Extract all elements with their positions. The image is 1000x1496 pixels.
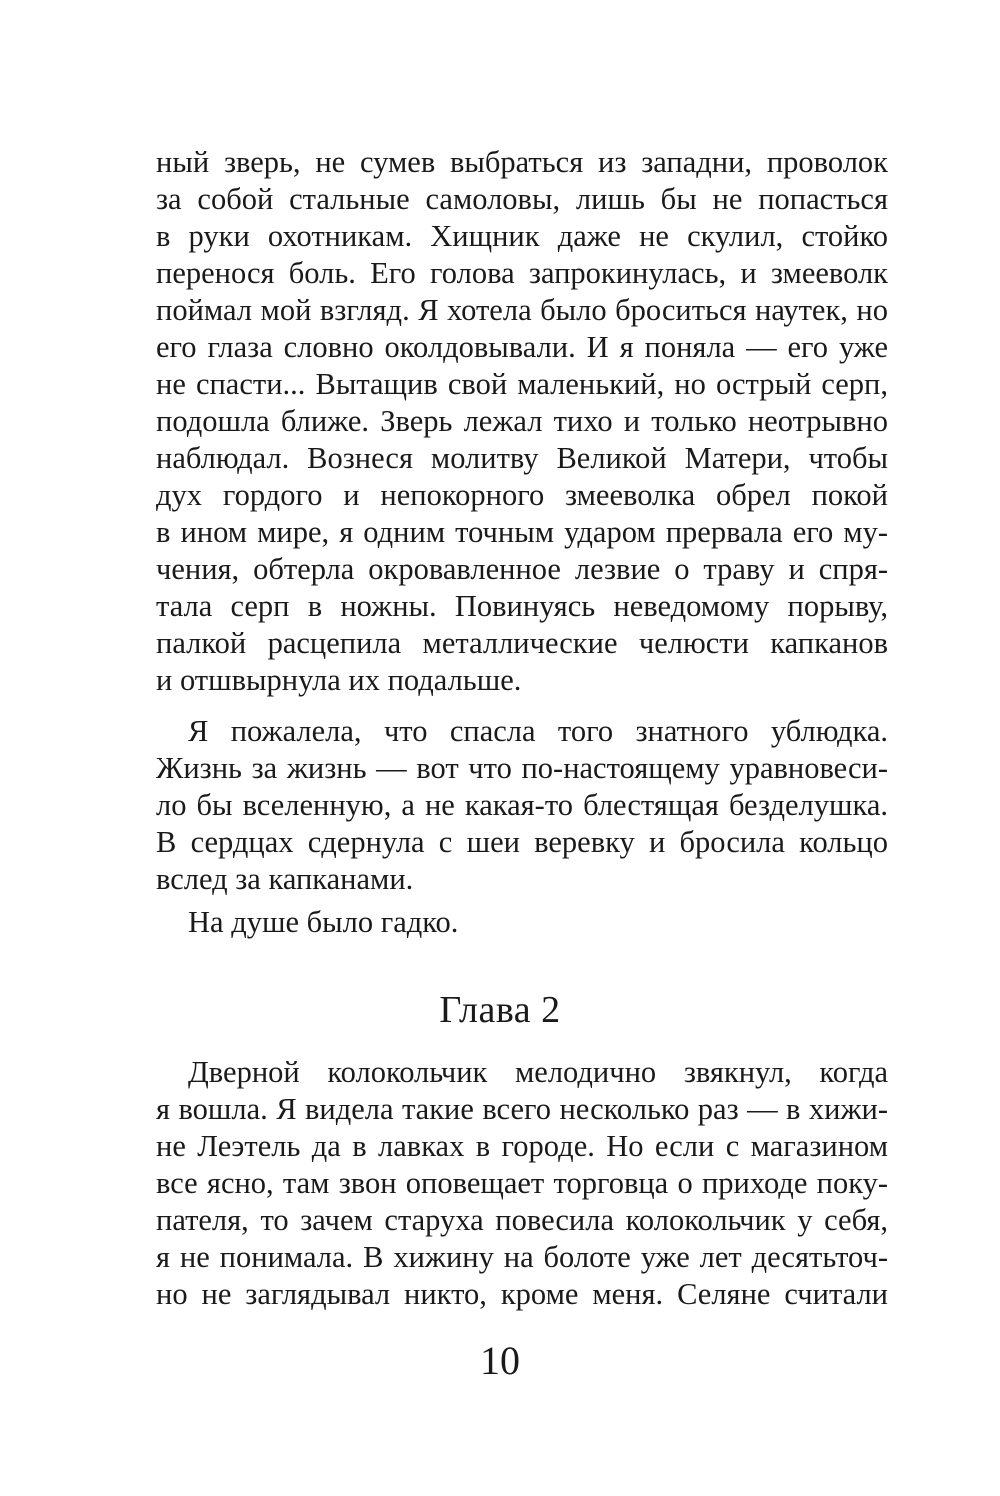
text-line: поймал мой взгляд. Я хотела было броситься наутек, но bbox=[156, 293, 888, 327]
text-line: На душе было гадко. bbox=[188, 905, 459, 939]
text-line: в руки охотникам. Хищник даже не скулил, стойко bbox=[156, 219, 888, 253]
text-line: за собой стальные самоловы, лишь бы не попасться bbox=[156, 182, 888, 216]
text-line: пателя, то зачем старуха повесила колокольчик у себя, bbox=[156, 1203, 888, 1237]
text-line: Жизнь за жизнь — вот что по-настоящему уравновеси- bbox=[156, 751, 888, 785]
text-line: тала серп в ножны. Повинуясь неведомому порыву, bbox=[156, 589, 888, 623]
page-number: 10 bbox=[480, 1338, 520, 1383]
text-line: вслед за капканами. bbox=[156, 862, 414, 896]
text-line: я вошла. Я видела такие всего несколько раз — в хижи- bbox=[156, 1092, 888, 1126]
text-line: ло бы вселенную, а не какая-то блестящая безделушка. bbox=[156, 788, 888, 822]
text-line: Я пожалела, что спасла того знатного ублюдка. bbox=[188, 714, 888, 748]
text-line: палкой расцепила металлические челюсти капканов bbox=[156, 626, 888, 660]
text-line: и отшвырнула их подальше. bbox=[156, 663, 522, 697]
text-line: В сердцах сдернула с шеи веревку и бросила кольцо bbox=[156, 825, 888, 859]
chapter-heading: Глава 2 bbox=[439, 989, 561, 1031]
text-line: ный зверь, не сумев выбраться из западни, проволок bbox=[156, 145, 888, 179]
text-line: я не понимала. В хижину на болоте уже лет десятьточ- bbox=[156, 1240, 888, 1274]
text-line: все ясно, там звон оповещает торговца о приходе поку- bbox=[156, 1166, 888, 1200]
text-line: не Леэтель да в лавках в городе. Но если с магазином bbox=[156, 1129, 888, 1163]
text-line: чения, обтерла окровавленное лезвие о траву и спря- bbox=[156, 552, 888, 586]
text-line: наблюдал. Вознеся молитву Великой Матери, чтобы bbox=[156, 441, 888, 475]
text-line: подошла ближе. Зверь лежал тихо и только неотрывно bbox=[156, 404, 888, 438]
text-line: но не заглядывал никто, кроме меня. Селяне считали bbox=[156, 1277, 888, 1311]
text-line: Дверной колокольчик мелодично звякнул, когда bbox=[188, 1055, 888, 1089]
text-line: не спасти... Вытащив свой маленький, но острый серп, bbox=[156, 367, 888, 401]
text-line: его глаза словно околдовывали. И я поняла — его уже bbox=[156, 330, 888, 364]
text-line: дух гордого и непокорного змееволка обрел покой bbox=[156, 478, 888, 512]
text-line: перенося боль. Его голова запрокинулась, и змееволк bbox=[156, 256, 888, 290]
text-line: в ином мире, я одним точным ударом прервала его му- bbox=[156, 515, 888, 549]
